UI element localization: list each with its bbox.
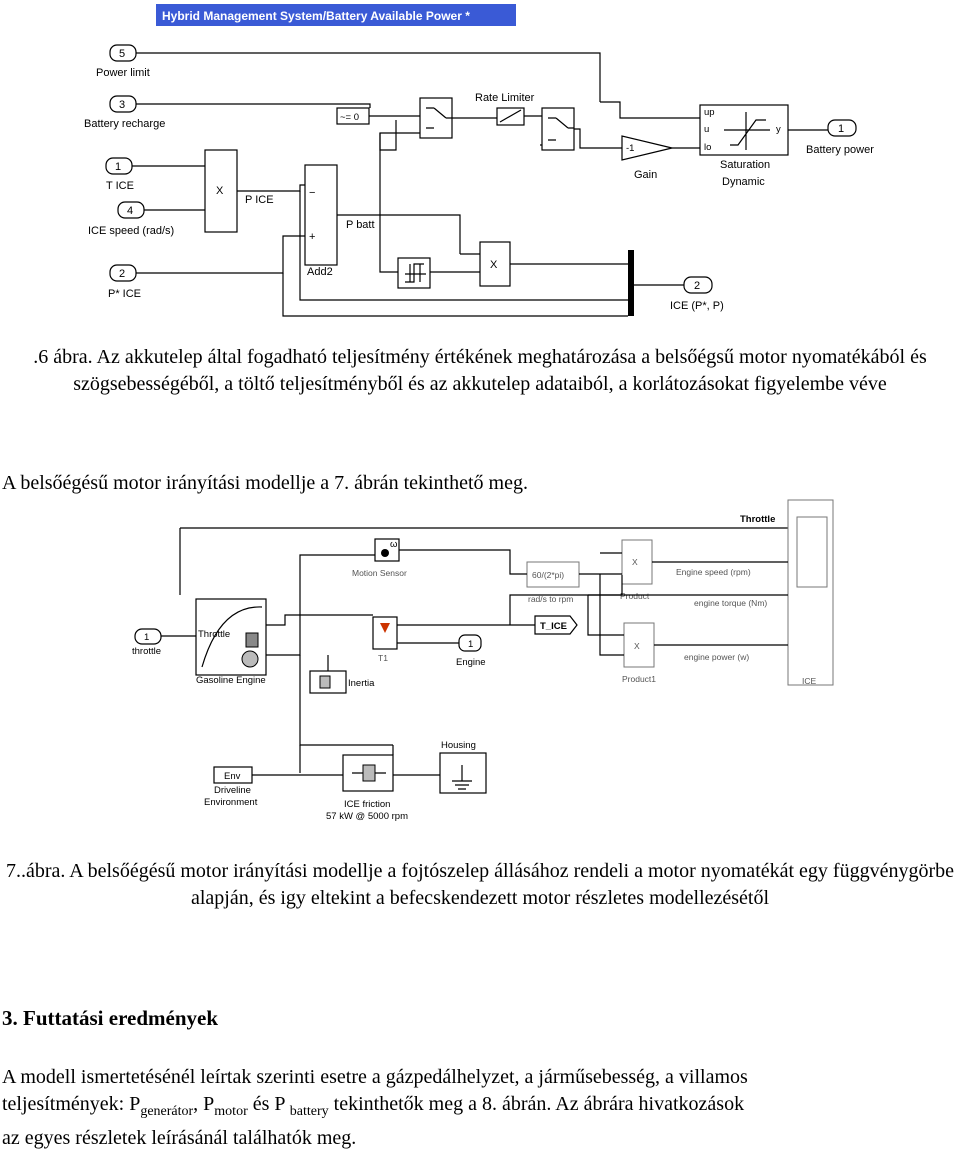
throttle-top-label: Throttle (740, 514, 776, 525)
svg-text:X: X (216, 185, 224, 197)
ice-friction-label: ICE friction (344, 799, 391, 810)
relay-block[interactable] (398, 258, 430, 288)
switch-block-1[interactable] (420, 98, 452, 138)
housing-label: Housing (441, 740, 476, 751)
gain-block[interactable] (622, 136, 672, 160)
product1-block[interactable] (624, 623, 654, 667)
svg-text:ICE speed (rad/s): ICE speed (rad/s) (88, 225, 175, 237)
switch-block-2[interactable] (542, 108, 574, 150)
svg-text:60/(2*pi): 60/(2*pi) (532, 570, 565, 580)
p-batt-label: P batt (346, 219, 375, 231)
results-paragraph (2, 1064, 958, 1152)
compare-block[interactable] (337, 108, 369, 124)
inport-battery-recharge[interactable] (84, 96, 165, 130)
svg-text:1: 1 (115, 161, 122, 173)
rate-limiter-label: Rate Limiter (475, 92, 535, 104)
inertia-block[interactable] (310, 671, 346, 693)
engine-power-label: engine power (w) (684, 652, 750, 662)
product2-block[interactable] (480, 242, 510, 286)
svg-text:X: X (490, 259, 498, 271)
svg-text:4: 4 (127, 205, 134, 217)
outport-battery-power[interactable] (806, 120, 874, 156)
gasoline-engine-label: Gasoline Engine (196, 675, 266, 686)
svg-text:X: X (634, 641, 640, 651)
product1-label: Product1 (622, 674, 657, 684)
product-block[interactable] (622, 540, 652, 584)
svg-text:2: 2 (119, 268, 126, 280)
t1-sensor-block[interactable] (373, 617, 397, 649)
intro-paragraph: A belsőégésű motor irányítási modellje a 7. ábrán tekinthető meg. (2, 472, 528, 494)
inport-throttle[interactable] (135, 629, 161, 644)
svg-text:Env: Env (224, 771, 241, 782)
results-line-1: A modell ismertetésénél leírtak szerinti esetre a gázpedálhelyzet, a járműsebesség, a villamos (2, 1066, 748, 1088)
engine-outport-label: Engine (456, 657, 486, 668)
figure-6-diagram (0, 0, 960, 320)
saturation-label: Saturation (720, 159, 771, 171)
throttle-inport-label: throttle (132, 646, 162, 657)
outport-engine[interactable] (459, 635, 481, 651)
environment-label: Environment (204, 797, 258, 808)
ice-friction-spec: 57 kW @ 5000 rpm (326, 811, 408, 822)
title-bar (156, 4, 516, 26)
svg-text:ICE: ICE (802, 676, 817, 686)
svg-text:ω: ω (390, 539, 398, 550)
motion-sensor-block[interactable] (375, 539, 399, 561)
results-line-3: az egyes részletek leírásánál találhatók meg. (2, 1127, 357, 1149)
title-bar-text: Hybrid Management System/Battery Available Power * (162, 9, 470, 23)
ice-scope-block[interactable] (788, 500, 833, 686)
svg-text:up: up (704, 107, 715, 118)
add2-block[interactable] (305, 165, 337, 265)
svg-text:3: 3 (119, 99, 126, 111)
rate-limiter-block[interactable] (497, 108, 524, 125)
inport-power-limit[interactable] (96, 45, 150, 79)
svg-text:5: 5 (119, 48, 126, 60)
svg-text:+: + (309, 231, 316, 243)
product-label: Product (620, 591, 650, 601)
svg-text:1: 1 (838, 123, 845, 135)
inertia-label: Inertia (348, 678, 375, 689)
svg-text:u: u (704, 124, 710, 135)
svg-text:2: 2 (694, 280, 701, 292)
svg-text:P* ICE: P* ICE (108, 288, 142, 300)
svg-text:T ICE: T ICE (106, 180, 134, 192)
section-heading: 3. Futtatási eredmények (2, 1006, 218, 1030)
figure-6-caption: .6 ábra. Az akkutelep által fogadható teljesítmény értékének meghatározása a belsőégsű motor nyomatékából és szögsebességéből, a töltő teljesítményből és az akkutelep adataiból, a korlátozásokat figyelembe véve (33, 346, 927, 395)
inport-p-star-ice[interactable] (108, 265, 141, 300)
dynamic-label: Dynamic (722, 176, 765, 188)
add2-label: Add2 (307, 266, 333, 278)
engine-torque-label: engine torque (Nm) (694, 598, 768, 608)
env-block[interactable] (214, 767, 252, 783)
svg-text:1: 1 (144, 632, 150, 643)
svg-text:ICE (P*, P): ICE (P*, P) (670, 300, 724, 312)
svg-text:~= 0: ~= 0 (340, 112, 360, 123)
driveline-label: Driveline (214, 785, 251, 796)
housing-block[interactable] (440, 753, 486, 793)
rad-to-rpm-label: rad/s to rpm (528, 594, 574, 604)
inport-t-ice[interactable] (106, 158, 134, 192)
figure-7-caption: 7..ábra. A belsőégésű motor irányítási modellje a fojtószelep állásához rendeli a motor nyomatékát egy függvénygörbe alapján, és igy eltekint a befecskendezett motor részletes modellezésétől (5, 860, 955, 909)
svg-text:y: y (776, 124, 781, 135)
svg-text:lo: lo (704, 142, 712, 153)
svg-text:T_ICE: T_ICE (540, 621, 567, 632)
outport-ice-p[interactable] (670, 277, 724, 312)
inport-ice-speed[interactable] (88, 202, 174, 237)
svg-text:X: X (632, 557, 638, 567)
t1-label: T1 (378, 653, 388, 663)
gasoline-engine-block[interactable] (196, 599, 266, 675)
svg-text:−: − (309, 187, 316, 199)
rad-to-rpm-block[interactable] (527, 562, 579, 587)
mux-block[interactable] (628, 250, 634, 316)
results-line-2: teljesítmények: $P_{generátor}$, $P_{motor}$ és P $_{battery}$ tekinthetők meg a 8. ábrán. Az ábrára hivatkozások (2, 1093, 745, 1119)
gain-label: Gain (634, 169, 658, 181)
saturation-dynamic-block[interactable] (700, 105, 788, 155)
svg-text:Throttle: Throttle (198, 629, 231, 640)
p-ice-label: P ICE (245, 194, 274, 206)
ice-friction-block[interactable] (343, 755, 393, 791)
product-block[interactable] (205, 150, 237, 232)
svg-text:-1: -1 (626, 143, 635, 154)
svg-text:1: 1 (468, 639, 474, 650)
svg-text:Power limit: Power limit (96, 67, 150, 79)
svg-text:Battery power: Battery power (806, 144, 874, 156)
engine-speed-label: Engine speed (rpm) (676, 567, 751, 577)
motion-sensor-label: Motion Sensor (352, 568, 407, 578)
svg-text:Battery recharge: Battery recharge (84, 118, 166, 130)
figure-7-diagram (0, 495, 960, 825)
goto-t-ice-block[interactable] (535, 616, 577, 634)
